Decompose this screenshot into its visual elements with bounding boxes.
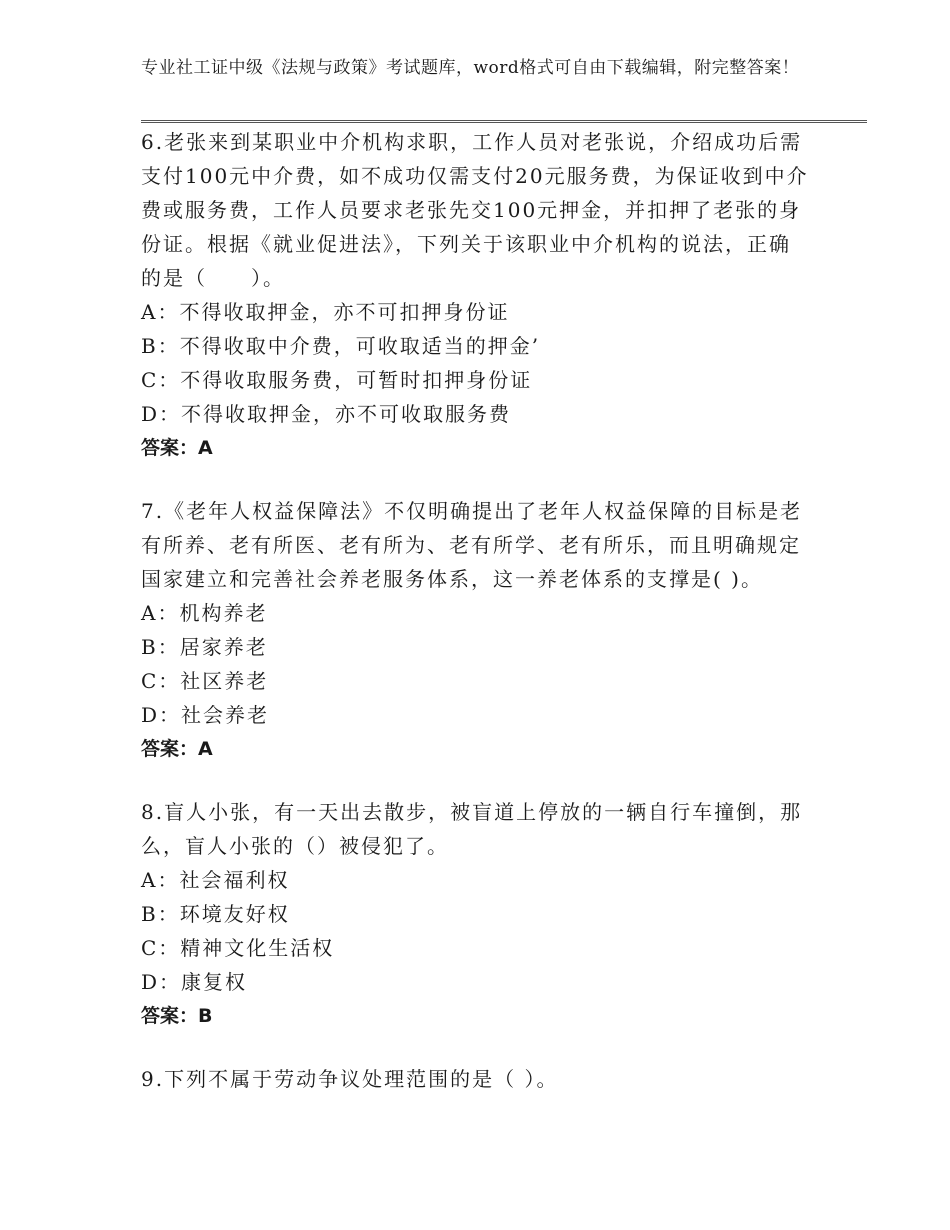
option-b: B：不得收取中介费，可收取适当的押金’	[141, 334, 541, 358]
question-stem: 6.老张来到某职业中介机构求职，工作人员对老张说，介绍成功后需支付100元中介费，如不成功仅需支付20元服务费，为保证收到中介费或服务费，工作人员要求老张先交100元押金，并扣押了老张的身份证。根据《就业促进法》，下列关于该职业中介机构的说法，正确的是（ ）。	[141, 130, 809, 290]
option-b: B：居家养老	[141, 635, 268, 659]
answer-label: 答案：A	[141, 437, 213, 459]
option-c: C：精神文化生活权	[141, 936, 335, 960]
header-divider	[141, 120, 867, 123]
question-7	[141, 494, 811, 766]
answer-label: 答案：A	[141, 738, 213, 760]
option-c: C：社区养老	[141, 669, 269, 693]
document-header: 专业社工证中级《法规与政策》考试题库，word格式可自由下载编辑，附完整答案！	[141, 58, 800, 78]
question-9	[141, 1062, 811, 1096]
option-d: D：社会养老	[141, 703, 270, 727]
question-6	[141, 125, 811, 465]
option-a: A：社会福利权	[141, 868, 290, 892]
question-stem: 8.盲人小张，有一天出去散步，被盲道上停放的一辆自行车撞倒，那么，盲人小张的（）被侵犯了。	[141, 800, 803, 858]
option-d: D：不得收取押金，亦不可收取服务费	[141, 402, 512, 426]
question-stem: 7.《老年人权益保障法》不仅明确提出了老年人权益保障的目标是老有所养、老有所医、老有所为、老有所学、老有所乐，而且明确规定国家建立和完善社会养老服务体系，这一养老体系的支撑是( )。	[141, 499, 803, 591]
question-list	[141, 125, 811, 1125]
question-stem: 9.下列不属于劳动争议处理范围的是（ ）。	[141, 1067, 559, 1091]
option-d: D：康复权	[141, 970, 248, 994]
option-b: B：环境友好权	[141, 902, 290, 926]
option-a: A：不得收取押金，亦不可扣押身份证	[141, 300, 510, 324]
question-8	[141, 795, 811, 1033]
option-c: C：不得收取服务费，可暂时扣押身份证	[141, 368, 533, 392]
answer-label: 答案：B	[141, 1005, 213, 1027]
option-a: A：机构养老	[141, 601, 268, 625]
